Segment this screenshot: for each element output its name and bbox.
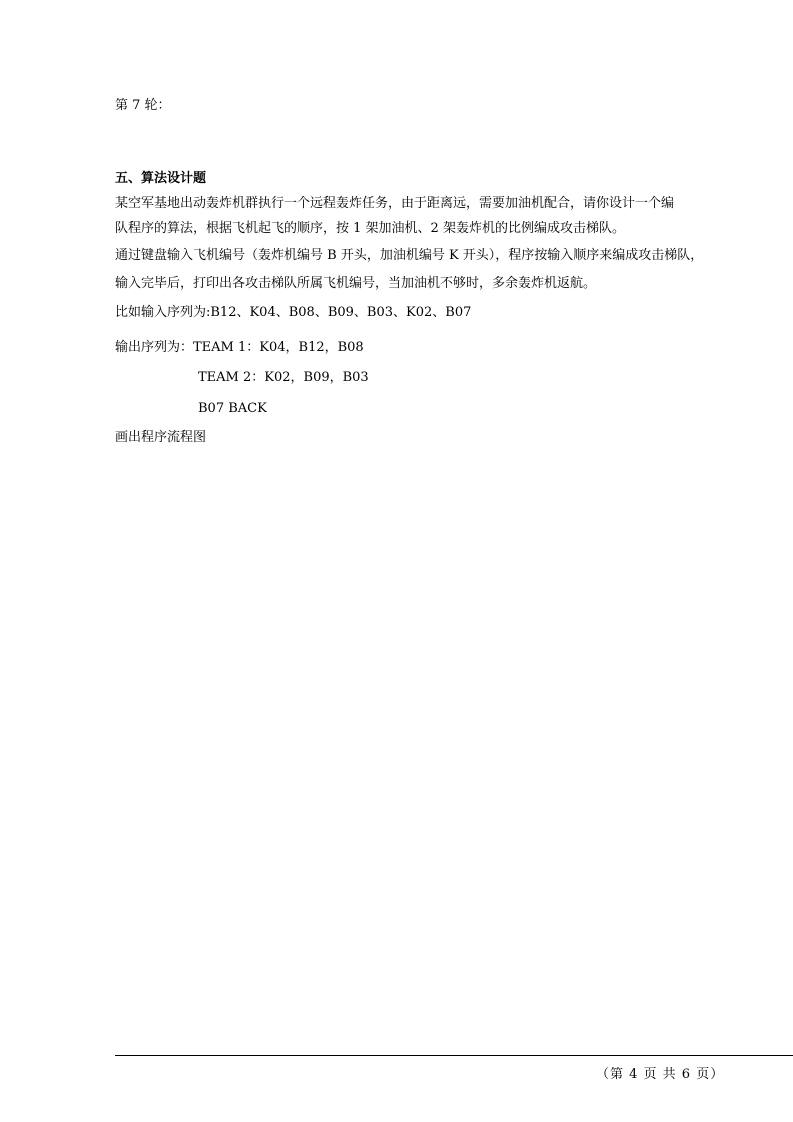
round-label: 第 7 轮： <box>115 98 171 113</box>
section-heading: 五、算法设计题 <box>115 171 207 186</box>
task-instruction: 画出程序流程图 <box>115 430 207 445</box>
page-number: （第 4 页 共 6 页） <box>596 1067 725 1082</box>
problem-paragraph-2-line-1: 通过键盘输入飞机编号（轰炸机编号 B 开头，加油机编号 K 开头），程序按输入顺序来编成攻击梯队， <box>115 248 704 263</box>
problem-paragraph-1-line-2: 队程序的算法，根据飞机起飞的顺序，按 1 架加油机、2 架轰炸机的比例编成攻击梯队。 <box>115 221 625 236</box>
problem-paragraph-1-line-1: 某空军基地出动轰炸机群执行一个远程轰炸任务，由于距离远，需要加油机配合，请你设计一个编 <box>115 196 675 211</box>
example-output-line-2: TEAM 2：K02，B09，B03 <box>198 370 369 385</box>
example-output-line-1: 输出序列为：TEAM 1：K04，B12，B08 <box>115 340 364 355</box>
example-input: 比如输入序列为:B12、K04、B08、B09、B03、K02、B07 <box>115 305 472 320</box>
footer-rule <box>115 1055 793 1056</box>
example-output-line-3: B07 BACK <box>198 401 267 416</box>
problem-paragraph-2-line-2: 输入完毕后，打印出各攻击梯队所属飞机编号，当加油机不够时，多余轰炸机返航。 <box>115 276 597 291</box>
